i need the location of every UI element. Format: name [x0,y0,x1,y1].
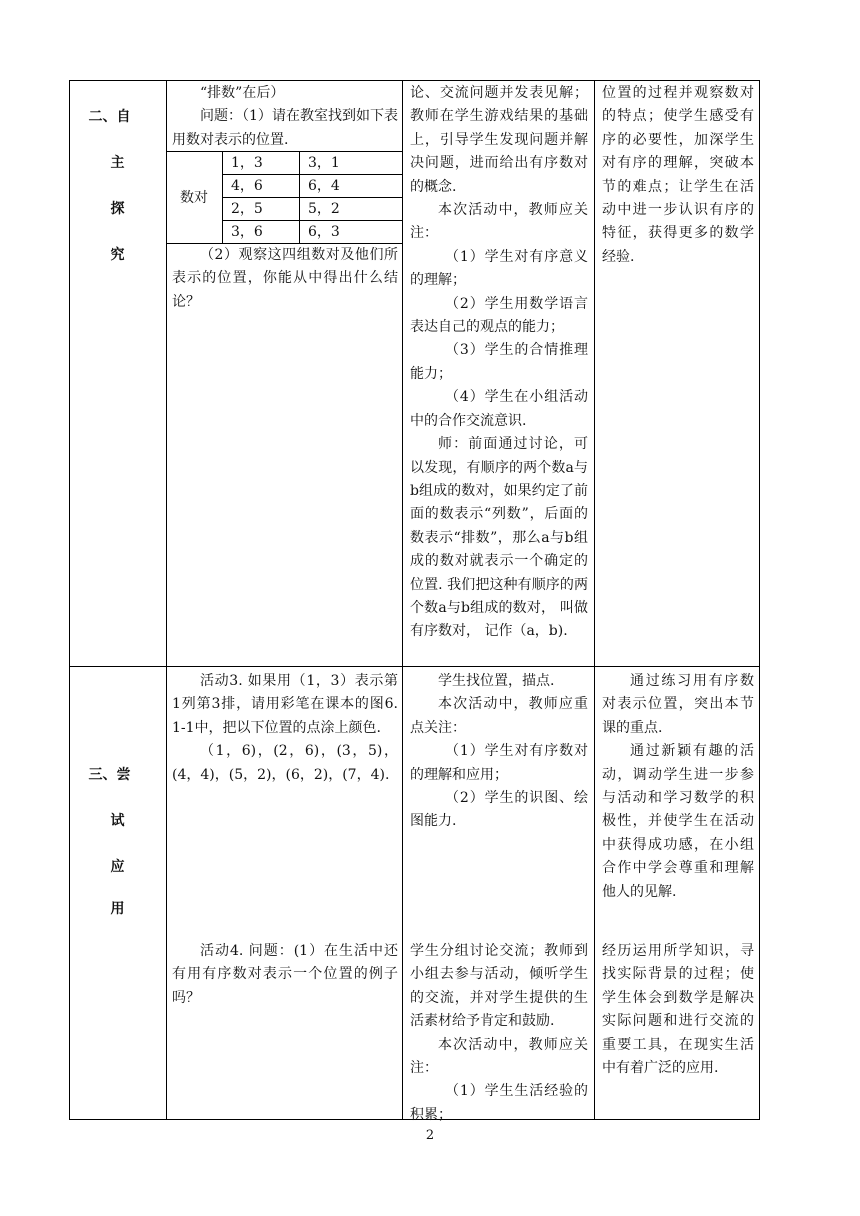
pair-cell: 5，2 [300,198,404,221]
text-paragraph: 学生找位置，描点. [438,673,555,689]
text-paragraph: 活动4. 问题：(1）在生活中还有用有序数对表示一个位置的例子吗？ [172,943,398,1006]
section-title-char: 究 [110,247,125,263]
text-paragraph: 学生分组讨论交流；教师到小组去参与活动，倾听学生的交流，并对学生提供的生活素材给予肯定和鼓励. [410,943,588,1030]
pair-cell: 6，4 [300,175,404,198]
pair-cell: 6，3 [300,221,404,244]
table-row-divider [69,666,760,667]
text-paragraph: （1）学生对有序意义的理解； [410,248,588,289]
activity3-col4 [602,670,754,904]
pair-cell: 4，6 [223,175,300,198]
table-border-right [759,80,760,1120]
text-paragraph: 本次活动中，教师应关注： [410,1036,588,1077]
text-paragraph: 本次活动中，教师应重点关注： [410,696,588,736]
activity3-col2 [172,670,398,787]
pairs-label: 数对 [166,152,223,244]
table-border-top [69,80,760,81]
text-paragraph: 经历运用所学知识，寻找实际背景的过程；使学生体会到数学是解决实际问题和进行交流的重要工具，在现实生活中有着广泛的应用. [602,943,754,1077]
activity4-col4 [602,940,754,1080]
activity4-col3 [410,940,588,1127]
text-paragraph: （1）学生生活经验的积累； [410,1083,588,1123]
page-number: 2 [425,1128,435,1143]
section-title-char: 试 [110,813,125,829]
table-divider-col3 [594,80,595,1120]
table-border-left [69,80,70,1120]
section-title-char: 应 [110,859,125,875]
section-title-char: 用 [110,901,125,917]
pair-cell: 3，6 [223,221,300,244]
activity3-col3 [410,670,588,834]
section-title-char: 二、自 [88,109,131,125]
text-paragraph: （3）学生的合情推理能力； [410,342,588,382]
text-paragraph: 通过新颖有趣的活动，调动学生进一步参与活动和学习数学的积极性，并使学生在活动中获得成功感，在小组合作中学会尊重和理解他人的见解. [602,743,754,900]
text-paragraph: （2）观察这四组数对及他们所表示的位置，你能从中得出什么结论？ [172,247,398,310]
text-paragraph: 问题：（1）请在教室找到如下表用数对表示的位置. [172,108,398,148]
text-paragraph: 活动3. 如果用（1，3）表示第1列第3排，请用彩笔在课本的图6. 1-1中，把以下位置的点涂上颜色. [172,673,398,736]
section2-col2-bottom [172,244,398,314]
text-paragraph: 通过练习用有序数对表示位置，突出本节课的重点. [602,673,754,736]
text-paragraph: 师：前面通过讨论，可以发现，有顺序的两个数a与b组成的数对，如果约定了前面的数表示“列数”，后面的数表示“排数”，那么a与b组成的数对就表示一个确定的位置. 我们把这种有顺序的两个数a与b组成的数对， 叫做有序数对， 记作（a，b). [410,436,588,640]
activity4-col2 [172,940,398,1010]
section2-col4 [602,82,754,269]
section-title-char: 主 [110,155,125,171]
text-paragraph: （1，6)，(2，6)，(3，5)，(4，4)，(5，2)，(6，2)，(7，4). [172,743,398,783]
text-paragraph: （2）学生的识图、绘图能力. [410,790,588,830]
pair-cell: 3，1 [300,152,404,175]
text-paragraph: （4）学生在小组活动中的合作交流意识. [410,389,588,429]
text-paragraph: 论、交流问题并发表见解；教师在学生游戏结果的基础上，引导学生发现问题并解决问题，进而给出有序数对的概念. [410,85,588,195]
text-paragraph: （2）学生用数学语言表达自己的观点的能力； [410,295,588,336]
section2-col2-top [172,82,398,152]
text-paragraph: 位置的过程并观察数对的特点；使学生感受有序的必要性，加深学生对有序的理解，突破本节的难点；让学生在活动中进一步认识有序的特征，获得更多的数学经验. [602,85,754,265]
text-paragraph: （1）学生对有序数对的理解和应用； [410,743,588,783]
text-paragraph: 本次活动中，教师应关注： [410,202,588,242]
section2-col3 [410,82,588,644]
pair-cell: 2，5 [223,198,300,221]
section-title-char: 三、尝 [88,767,131,783]
pair-cell: 1，3 [223,152,300,175]
section-title-char: 探 [110,201,125,217]
text-line: “排数”在后） [200,85,285,101]
pairs-table [166,151,403,244]
